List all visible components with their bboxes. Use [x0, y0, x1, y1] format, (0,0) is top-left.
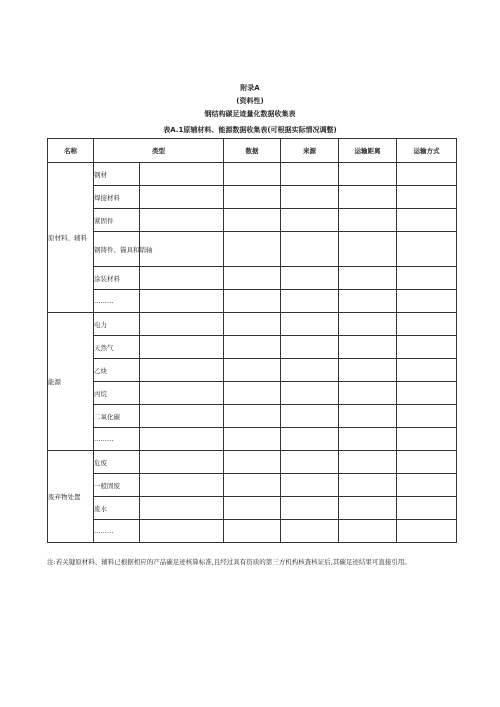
group-name: 原材料、辅料 [48, 163, 94, 313]
source-cell[interactable] [281, 232, 339, 267]
source-cell[interactable] [281, 163, 339, 186]
source-cell[interactable] [281, 359, 339, 382]
table-header-row [48, 139, 457, 163]
transport-mode-cell[interactable] [397, 474, 457, 497]
distance-cell[interactable] [339, 336, 397, 359]
distance-cell[interactable] [339, 405, 397, 428]
transport-mode-cell[interactable] [397, 209, 457, 232]
row-type-detail[interactable] [140, 359, 224, 382]
source-cell[interactable] [281, 313, 339, 336]
distance-cell[interactable] [339, 382, 397, 405]
distance-cell[interactable] [339, 232, 397, 267]
distance-cell[interactable] [339, 267, 397, 290]
row-type-detail[interactable] [140, 313, 224, 336]
data-cell[interactable] [224, 474, 281, 497]
source-cell[interactable] [281, 405, 339, 428]
row-type: 涂装材料 [94, 267, 140, 290]
row-type-detail[interactable] [140, 209, 224, 232]
row-type-detail[interactable] [140, 451, 224, 474]
row-type-detail[interactable] [140, 267, 224, 290]
source-cell[interactable] [281, 290, 339, 313]
row-type-detail[interactable] [140, 474, 224, 497]
group-name: 能源 [48, 313, 94, 451]
transport-mode-cell[interactable] [397, 405, 457, 428]
distance-cell[interactable] [339, 474, 397, 497]
appendix-label: 附录A [240, 84, 260, 92]
table-row [48, 428, 457, 451]
data-cell[interactable] [224, 520, 281, 543]
data-cell[interactable] [224, 382, 281, 405]
distance-cell[interactable] [339, 451, 397, 474]
row-type: 一般固废 [94, 474, 140, 497]
transport-mode-cell[interactable] [397, 520, 457, 543]
table-row [48, 382, 457, 405]
data-cell[interactable] [224, 163, 281, 186]
row-type: 废水 [94, 497, 140, 520]
row-type-detail[interactable] [140, 497, 224, 520]
source-cell[interactable] [281, 382, 339, 405]
row-type-detail[interactable] [140, 290, 224, 313]
source-cell[interactable] [281, 186, 339, 209]
row-type-detail[interactable] [140, 186, 224, 209]
footnote: 注:若关键原材料、辅料已根据相应的产品碳足迹核算标准,且经过具有资质的第三方机构核查核证后,其碳足迹结果可直接引用。 [47, 558, 411, 566]
data-cell[interactable] [224, 359, 281, 382]
row-type-detail[interactable] [140, 336, 224, 359]
table-row [48, 267, 457, 290]
row-type-detail[interactable] [140, 405, 224, 428]
row-type: 危废 [94, 451, 140, 474]
distance-cell[interactable] [339, 290, 397, 313]
row-type: ……… [94, 428, 140, 451]
distance-cell[interactable] [339, 428, 397, 451]
row-type-detail[interactable] [140, 163, 224, 186]
transport-mode-cell[interactable] [397, 451, 457, 474]
table-row [48, 405, 457, 428]
source-cell[interactable] [281, 336, 339, 359]
transport-mode-cell[interactable] [397, 163, 457, 186]
table-row [48, 186, 457, 209]
row-type: 电力 [94, 313, 140, 336]
row-type-detail[interactable] [140, 428, 224, 451]
data-collection-table [47, 138, 457, 543]
distance-cell[interactable] [339, 209, 397, 232]
row-type: 紧固件 [94, 209, 140, 232]
row-type: 丙烷 [94, 382, 140, 405]
table-caption: 表A.1原辅材料、能源数据收集表(可根据实际情况调整) [163, 126, 337, 134]
data-cell[interactable] [224, 405, 281, 428]
distance-cell[interactable] [339, 497, 397, 520]
row-type-detail[interactable] [140, 382, 224, 405]
table-row [48, 163, 457, 186]
table-row [48, 209, 457, 232]
distance-cell[interactable] [339, 520, 397, 543]
table-row [48, 474, 457, 497]
row-type: ……… [94, 290, 140, 313]
table-row [48, 290, 457, 313]
row-type: 焊接材料 [94, 186, 140, 209]
header-source: 来源 [281, 139, 339, 163]
table-row [48, 359, 457, 382]
distance-cell[interactable] [339, 186, 397, 209]
distance-cell[interactable] [339, 313, 397, 336]
data-cell[interactable] [224, 290, 281, 313]
source-cell[interactable] [281, 497, 339, 520]
transport-mode-cell[interactable] [397, 382, 457, 405]
transport-mode-cell[interactable] [397, 267, 457, 290]
source-cell[interactable] [281, 451, 339, 474]
table-row [48, 520, 457, 543]
transport-mode-cell[interactable] [397, 313, 457, 336]
data-cell[interactable] [224, 267, 281, 290]
header-type: 类型 [94, 139, 224, 163]
data-cell[interactable] [224, 232, 281, 267]
header-name: 名称 [48, 139, 94, 163]
transport-mode-cell[interactable] [397, 232, 457, 267]
data-cell[interactable] [224, 451, 281, 474]
row-type: 天然气 [94, 336, 140, 359]
transport-mode-cell[interactable] [397, 428, 457, 451]
data-cell[interactable] [224, 313, 281, 336]
table-row [48, 313, 457, 336]
distance-cell[interactable] [339, 359, 397, 382]
row-type-detail[interactable] [140, 520, 224, 543]
table-row [48, 497, 457, 520]
source-cell[interactable] [281, 267, 339, 290]
transport-mode-cell[interactable] [397, 359, 457, 382]
data-cell[interactable] [224, 336, 281, 359]
transport-mode-cell[interactable] [397, 336, 457, 359]
data-cell[interactable] [224, 186, 281, 209]
row-type: 钢材 [94, 163, 140, 186]
header-transport-mode: 运输方式 [397, 139, 457, 163]
source-cell[interactable] [281, 428, 339, 451]
data-cell[interactable] [224, 428, 281, 451]
data-cell[interactable] [224, 209, 281, 232]
table-row [48, 451, 457, 474]
group-name: 废弃物处置 [48, 451, 94, 543]
distance-cell[interactable] [339, 163, 397, 186]
appendix-nature: (资料性) [236, 97, 264, 105]
row-type: 乙炔 [94, 359, 140, 382]
table-row [48, 232, 457, 267]
header-transport-distance: 运输距离 [339, 139, 397, 163]
table-row [48, 336, 457, 359]
source-cell[interactable] [281, 474, 339, 497]
data-cell[interactable] [224, 497, 281, 520]
row-type: ……… [94, 520, 140, 543]
transport-mode-cell[interactable] [397, 497, 457, 520]
document-title: 钢结构碳足迹量化数据收集表 [204, 110, 296, 118]
source-cell[interactable] [281, 520, 339, 543]
transport-mode-cell[interactable] [397, 290, 457, 313]
header-data: 数据 [224, 139, 281, 163]
source-cell[interactable] [281, 209, 339, 232]
row-type: 二氧化碳 [94, 405, 140, 428]
transport-mode-cell[interactable] [397, 186, 457, 209]
row-type: 钢铸件、锚具和销轴 [94, 232, 140, 267]
